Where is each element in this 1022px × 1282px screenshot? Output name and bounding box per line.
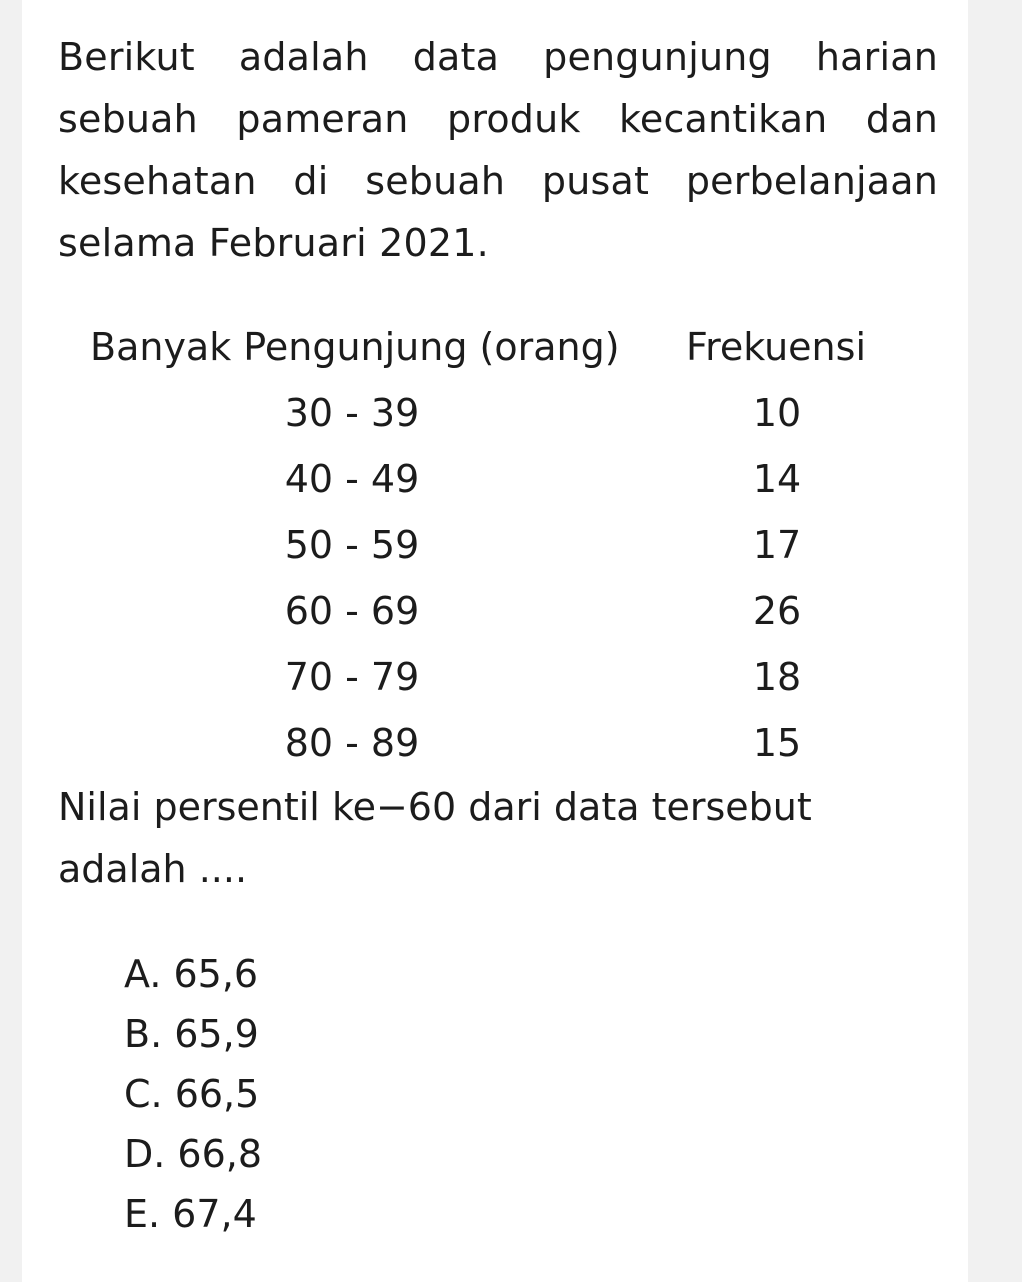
frequency-value: 18 (752, 655, 802, 699)
table-row (22, 586, 968, 652)
class-interval: 80 - 89 (284, 721, 420, 765)
question-intro: Berikut adalah data pengunjung harian sebuah pameran produk kecantikan dan kesehatan di sebuah pusat perbelanjaan selama Februari 2021. (58, 35, 938, 265)
class-interval: 70 - 79 (284, 655, 420, 699)
table-row (22, 520, 968, 586)
option-c[interactable]: C. 66,5 (124, 1072, 260, 1116)
table-row (22, 652, 968, 718)
class-interval: 30 - 39 (284, 391, 420, 435)
frequency-value: 14 (752, 457, 802, 501)
option-d[interactable]: D. 66,8 (124, 1132, 263, 1176)
table-row (22, 388, 968, 454)
header-visitors: Banyak Pengunjung (orang) (90, 325, 620, 369)
class-interval: 60 - 69 (284, 589, 420, 633)
option-b[interactable]: B. 65,9 (124, 1012, 259, 1056)
frequency-value: 26 (752, 589, 802, 633)
header-frequency: Frekuensi (686, 325, 866, 369)
option-a[interactable]: A. 65,6 (124, 952, 259, 996)
frequency-value: 17 (752, 523, 802, 567)
class-interval: 50 - 59 (284, 523, 420, 567)
answer-options (124, 944, 262, 1244)
question-prompt: Nilai persentil ke−60 dari data tersebut adalah .... (58, 785, 812, 891)
frequency-value: 10 (752, 391, 802, 435)
table-header-row (22, 322, 968, 388)
question-card (22, 0, 968, 1282)
class-interval: 40 - 49 (284, 457, 420, 501)
table-row (22, 454, 968, 520)
option-e[interactable]: E. 67,4 (124, 1192, 257, 1236)
frequency-value: 15 (752, 721, 802, 765)
frequency-table (22, 322, 968, 784)
table-row (22, 718, 968, 784)
